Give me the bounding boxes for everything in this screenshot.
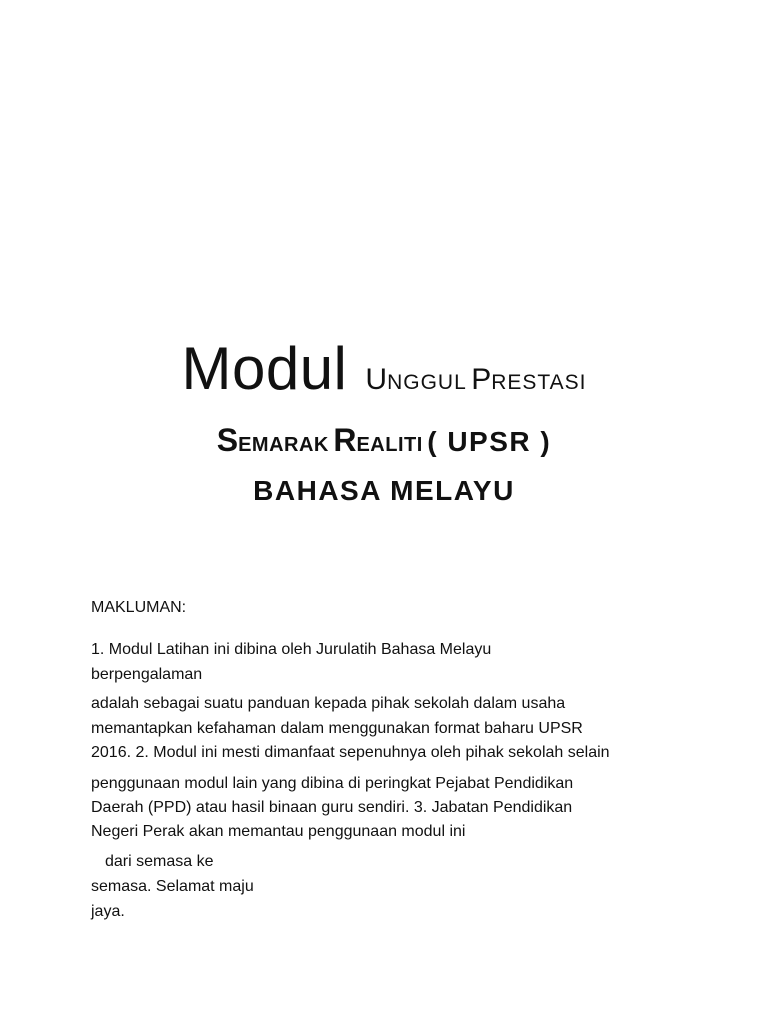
- title-unggul: UNGGUL: [365, 363, 467, 396]
- notice-line: jaya.: [91, 903, 125, 920]
- title-prestasi: PRESTASI: [471, 363, 587, 396]
- title-realiti: REALITI: [333, 422, 423, 458]
- notice-heading: MAKLUMAN:: [91, 599, 187, 616]
- title-line-2: [0, 422, 768, 459]
- notice-line: adalah sebagai suatu panduan kepada pihak sekolah dalam usaha: [91, 695, 566, 712]
- notice-line: semasa. Selamat maju: [91, 878, 254, 895]
- notice-line: Negeri Perak akan memantau penggunaan modul ini: [91, 823, 466, 840]
- title-line-3: [0, 475, 768, 507]
- title-bahasa-melayu: BAHASA MELAYU: [253, 475, 515, 506]
- title-modul: Modul: [181, 335, 348, 402]
- notice-line: berpengalaman: [91, 666, 203, 683]
- title-upsr: ( UPSR ): [427, 426, 552, 457]
- notice-line: Daerah (PPD) atau hasil binaan guru sendiri. 3. Jabatan Pendidikan: [91, 799, 573, 816]
- notice-line: penggunaan modul lain yang dibina di peringkat Pejabat Pendidikan: [91, 775, 574, 792]
- title-semarak: SEMARAK: [216, 422, 329, 458]
- notice-line: dari semasa ke: [105, 853, 214, 870]
- notice-line: 1. Modul Latihan ini dibina oleh Jurulatih Bahasa Melayu: [91, 641, 492, 658]
- title-line-1: [0, 334, 768, 403]
- notice-line: memantapkan kefahaman dalam menggunakan format baharu UPSR: [91, 720, 583, 737]
- notice-line: 2016. 2. Modul ini mesti dimanfaat sepenuhnya oleh pihak sekolah selain: [91, 744, 610, 761]
